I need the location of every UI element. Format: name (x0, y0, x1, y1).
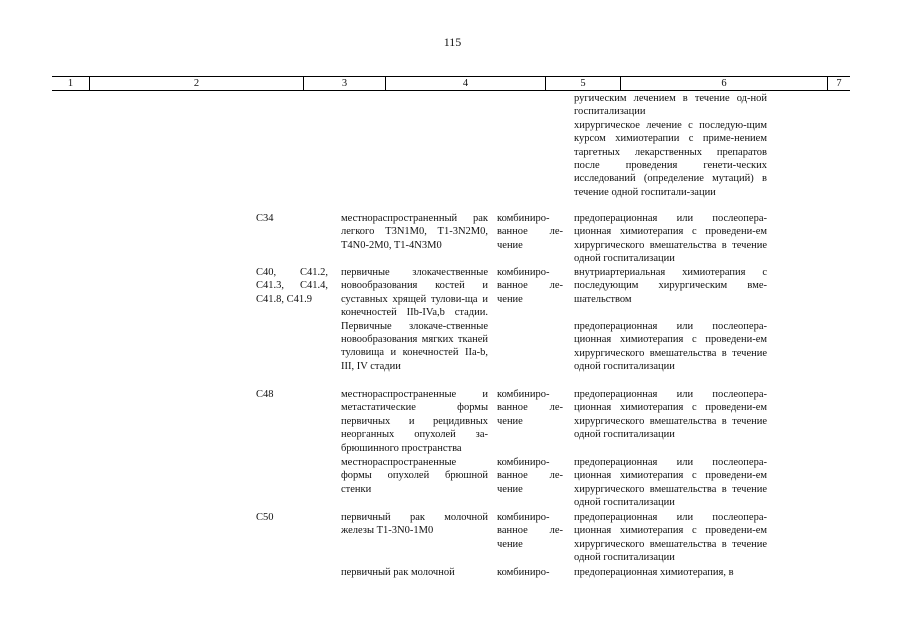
treatment-method: предоперационная или послеопера-ционная химиотерапия с проведени-ем хирургического вмешательства в течение одной госпитализации (574, 389, 767, 441)
icd-code: C34 (256, 213, 274, 224)
header-col-3: 3 (303, 77, 385, 90)
treatment-method: предоперационная или послеопера-ционная химиотерапия с проведени-ем хирургического вмешательства в течение одной госпитализации (574, 512, 767, 564)
treatment-method: предоперационная или послеопера-ционная химиотерапия с проведени-ем хирургического вмешательства в течение одной госпитализации (574, 457, 767, 509)
treatment-type: комбиниро-ванное ле-чение (497, 457, 563, 495)
treatment-text: ругическим лечением в течение од-ной госпитализации (574, 93, 767, 118)
header-col-5: 5 (545, 77, 620, 90)
treatment-method: предоперационная или послеопера-ционная химиотерапия с проведени-ем хирургического вмешательства в течение одной госпитализации (574, 321, 767, 373)
treatment-method: предоперационная химиотерапия, в (574, 567, 734, 578)
diagnosis-text: первичный рак молочной железы T1-3N0-1M0 (341, 512, 488, 537)
treatment-type: комбиниро- (497, 567, 550, 578)
treatment-type: комбиниро-ванное ле-чение (497, 267, 563, 305)
diagnosis-text: первичный рак молочной (341, 567, 455, 578)
diagnosis-text: местнораспространенные и метастатические формы первичных и рецидивных неорганных опухолей за-брюшинного пространства (341, 389, 488, 454)
icd-code: C48 (256, 389, 274, 400)
table-row-continuation-treatment (574, 92, 767, 199)
diagnosis-text: первичные злокачественные новообразования костей и суставных хрящей тулови-ща и конечностей IIb-IVa,b стадии. Первичные злокаче-ственные новообразования мягких тканей туловища и конечностей IIa-b, III, IV стадии (341, 267, 488, 372)
treatment-text: хирургическое лечение с последую-щим курсом химиотерапии с приме-нением таргетных лекарственных препаратов после проведения генети-ческих исследований (определение мутаций) в течение одной госпитали-зации (574, 119, 767, 198)
header-col-1: 1 (67, 78, 74, 89)
treatment-type: комбиниро-ванное ле-чение (497, 389, 563, 427)
icd-code: C50 (256, 512, 274, 523)
header-col-7: 7 (827, 77, 850, 90)
header-col-2: 2 (89, 77, 303, 90)
treatment-method: предоперационная или послеопера-ционная химиотерапия с проведени-ем хирургического вмешательства в течение одной госпитализации (574, 213, 767, 265)
treatment-method: внутриартериальная химиотерапия с последующим хирургическим вме-шательством (574, 267, 767, 305)
header-col-6: 6 (620, 77, 827, 90)
icd-code: C40, C41.2, C41.3, C41.4, C41.8, C41.9 (256, 267, 328, 305)
treatment-type: комбиниро-ванное ле-чение (497, 213, 563, 251)
table-header-row (52, 76, 850, 91)
diagnosis-text: местнораспространенный рак легкого T3N1M0, T1-3N2M0, T4N0-2M0, T1-4N3M0 (341, 213, 488, 251)
header-col-4: 4 (385, 77, 545, 90)
page-number: 115 (443, 35, 462, 49)
treatment-type: комбиниро-ванное ле-чение (497, 512, 563, 550)
diagnosis-text: местнораспространенные формы опухолей брюшной стенки (341, 457, 488, 495)
